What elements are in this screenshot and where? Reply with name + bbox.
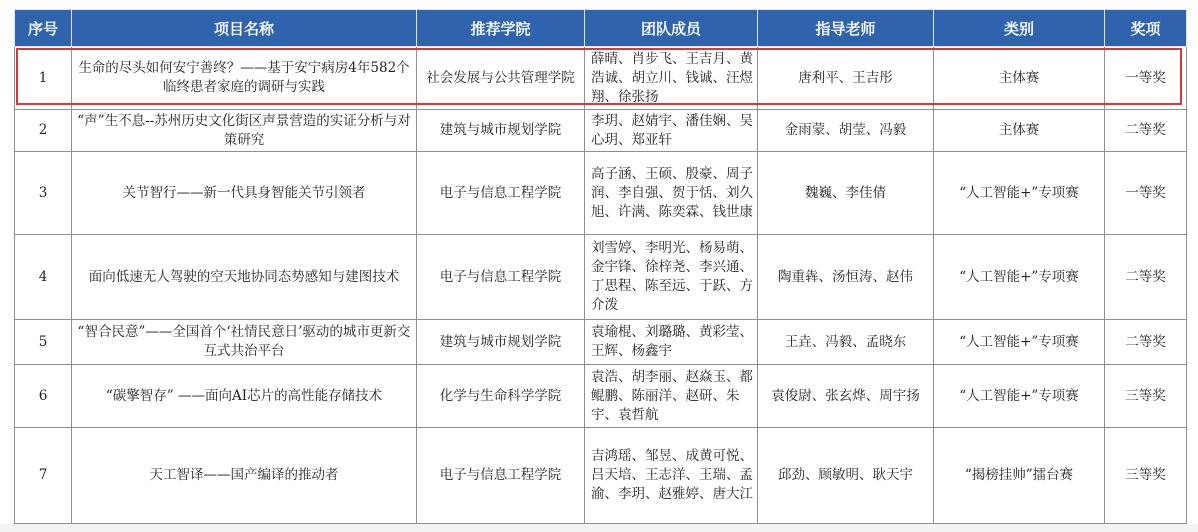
cell-members: 袁浩、胡李丽、赵焱玉、都鲲鹏、陈丽洋、赵研、朱宇、袁哲航 bbox=[585, 365, 758, 428]
cell-members: 李玥、赵婧宇、潘佳娴、吴心玥、郑亚轩 bbox=[585, 110, 758, 152]
award-table bbox=[14, 9, 1187, 524]
table-row bbox=[15, 152, 1187, 235]
cell-members: 刘雪婷、李明光、杨易萌、金宇锋、徐梓尧、李兴通、丁思程、陈至远、于跃、方介泼 bbox=[585, 235, 758, 320]
cell-award: 一等奖 bbox=[1105, 47, 1187, 110]
cell-category: 主体赛 bbox=[934, 47, 1105, 110]
table-row bbox=[15, 365, 1187, 428]
cell-category: “人工智能+”专项赛 bbox=[934, 235, 1105, 320]
cell-award: 三等奖 bbox=[1105, 365, 1187, 428]
column-header-project: 项目名称 bbox=[72, 10, 417, 47]
column-header-award: 奖项 bbox=[1105, 10, 1187, 47]
table-header-row bbox=[15, 10, 1187, 47]
table-row bbox=[15, 47, 1187, 110]
column-header-index: 序号 bbox=[15, 10, 72, 47]
cell-award: 一等奖 bbox=[1105, 152, 1187, 235]
table-row bbox=[15, 235, 1187, 320]
cell-advisors: 陶重犇、汤恒涛、赵伟 bbox=[758, 235, 934, 320]
cell-members: 吉鸿瑶、邹昱、成黄可悦、吕天培、王志洋、王瑞、孟渝、李玥、赵雅婷、唐大江 bbox=[585, 428, 758, 524]
cell-advisors: 袁俊尉、张玄烨、周宇扬 bbox=[758, 365, 934, 428]
column-header-advisors: 指导老师 bbox=[758, 10, 934, 47]
cell-category: “揭榜挂帅”擂台赛 bbox=[934, 428, 1105, 524]
cell-award: 二等奖 bbox=[1105, 320, 1187, 365]
cell-award: 二等奖 bbox=[1105, 235, 1187, 320]
cell-members-text: 薛晴、肖步飞、王吉月、黄浩诚、胡立川、钱诚、汪煜翔、徐张扬 bbox=[591, 50, 753, 105]
cell-index: 4 bbox=[15, 235, 72, 320]
column-header-category: 类别 bbox=[934, 10, 1105, 47]
cell-college: 建筑与城市规划学院 bbox=[417, 110, 585, 152]
cell-project: 面向低速无人驾驶的空天地协同态势感知与建图技术 bbox=[72, 235, 417, 320]
cell-members bbox=[585, 47, 758, 110]
cell-category: “人工智能+”专项赛 bbox=[934, 365, 1105, 428]
table-row bbox=[15, 320, 1187, 365]
cell-advisors: 魏巍、李佳倩 bbox=[758, 152, 934, 235]
cell-college: 电子与信息工程学院 bbox=[417, 152, 585, 235]
cell-award: 二等奖 bbox=[1105, 110, 1187, 152]
cell-index: 6 bbox=[15, 365, 72, 428]
cell-category: “人工智能+”专项赛 bbox=[934, 152, 1105, 235]
cell-index: 1 bbox=[15, 47, 72, 110]
award-table-container bbox=[14, 9, 1186, 524]
cell-project: 生命的尽头如何安宁善终？——基于安宁病房4年582个临终患者家庭的调研与实践 bbox=[72, 47, 417, 110]
cell-members: 袁瑜棍、刘璐璐、黄彩莹、王辉、杨鑫宇 bbox=[585, 320, 758, 365]
bottom-strip bbox=[0, 524, 1198, 532]
cell-advisors: 邱劲、顾敏明、耿天宇 bbox=[758, 428, 934, 524]
table-row bbox=[15, 110, 1187, 152]
cell-college: 建筑与城市规划学院 bbox=[417, 320, 585, 365]
cell-index: 7 bbox=[15, 428, 72, 524]
table-row bbox=[15, 428, 1187, 524]
cell-advisors: 金雨蒙、胡莹、冯毅 bbox=[758, 110, 934, 152]
cell-project: “碳擎智存” ——面向AI芯片的高性能存储技术 bbox=[72, 365, 417, 428]
cell-category: 主体赛 bbox=[934, 110, 1105, 152]
cell-index: 3 bbox=[15, 152, 72, 235]
cell-members: 高子涵、王硕、殷豪、周子润、李自强、贺于恬、刘久旭、许满、陈奕霖、钱世康 bbox=[585, 152, 758, 235]
column-header-college: 推荐学院 bbox=[417, 10, 585, 47]
cell-category: “人工智能+”专项赛 bbox=[934, 320, 1105, 365]
column-header-members: 团队成员 bbox=[585, 10, 758, 47]
cell-advisors: 唐利平、王吉彤 bbox=[758, 47, 934, 110]
cell-project: 关节智行——新一代具身智能关节引领者 bbox=[72, 152, 417, 235]
cell-project: “智合民意”——全国首个‘社情民意日’驱动的城市更新交互式共治平台 bbox=[72, 320, 417, 365]
cell-college: 社会发展与公共管理学院 bbox=[417, 47, 585, 110]
cell-index: 5 bbox=[15, 320, 72, 365]
cell-award: 三等奖 bbox=[1105, 428, 1187, 524]
cell-college: 电子与信息工程学院 bbox=[417, 428, 585, 524]
cell-college: 化学与生命科学学院 bbox=[417, 365, 585, 428]
cell-project: 天工智译——国产编译的推动者 bbox=[72, 428, 417, 524]
cell-index: 2 bbox=[15, 110, 72, 152]
cell-advisors: 王垚、冯毅、孟晓东 bbox=[758, 320, 934, 365]
cell-college: 电子与信息工程学院 bbox=[417, 235, 585, 320]
cell-project: “声”生不息--苏州历史文化街区声景营造的实证分析与对策研究 bbox=[72, 110, 417, 152]
